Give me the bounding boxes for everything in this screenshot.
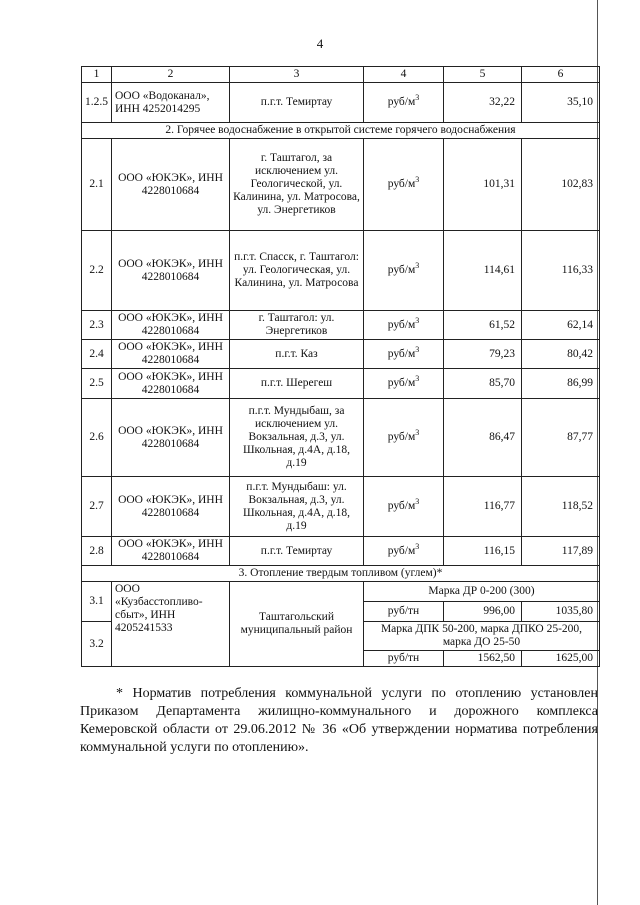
organization: ООО «ЮКЭК», ИНН 4228010684	[112, 369, 230, 399]
unit: руб/тн	[364, 651, 444, 667]
table-row	[82, 139, 600, 231]
unit: руб/$м^3$	[364, 311, 444, 340]
table-header-row	[82, 67, 600, 83]
tariff-value-2: 87,77	[522, 399, 600, 477]
tariff-value-1: 86,47	[444, 399, 522, 477]
unit: руб/$м^3$	[364, 340, 444, 369]
unit: руб/$м^3$	[364, 537, 444, 566]
row-number: 2.8	[82, 537, 112, 566]
page-number: 4	[316, 36, 324, 51]
locality: п.г.т. Каз	[230, 340, 364, 369]
locality: п.г.т. Спасск, г. Таштагол: ул. Геологическая, ул. Калинина, ул. Матросова	[230, 231, 364, 311]
tariff-value-1: 61,52	[444, 311, 522, 340]
row-number: 3.2	[82, 622, 112, 667]
row-number: 2.4	[82, 340, 112, 369]
table-row	[82, 83, 600, 123]
tariff-value-1: 116,77	[444, 477, 522, 537]
unit: руб/$м^3$	[364, 369, 444, 399]
tariff-value-1: 1562,50	[444, 651, 522, 667]
tariff-value-2: 116,33	[522, 231, 600, 311]
locality: п.г.т. Темиртау	[230, 83, 364, 123]
tariff-value-2: 86,99	[522, 369, 600, 399]
table-row	[82, 399, 600, 477]
organization: ООО «Кузбасстопливо-сбыт», ИНН 4205241533	[112, 582, 230, 667]
row-number: 2.7	[82, 477, 112, 537]
footnote: * Норматив потребления коммунальной услуги по отоплению установлен Приказом Департамента жилищно-коммунального и дорожного комплекса Кемеровской области от 29.06.2012 № 36 «Об утверждении норматива потребления коммунальной услуги по отоплению».	[80, 686, 598, 755]
table-row	[82, 311, 600, 340]
row-number: 2.1	[82, 139, 112, 231]
coal-brand: Марка ДПК 50-200, марка ДПКО 25-200, марка ДО 25-50	[364, 622, 600, 651]
section-title: 3. Отопление твердым топливом (углем)*	[82, 566, 600, 582]
table-row	[82, 340, 600, 369]
tariff-value-1: 996,00	[444, 602, 522, 622]
table-row	[82, 582, 600, 602]
organization: ООО «Водоканал», ИНН 4252014295	[112, 83, 230, 123]
section-title: 2. Горячее водоснабжение в открытой системе горячего водоснабжения	[82, 123, 600, 139]
tariff-value-1: 101,31	[444, 139, 522, 231]
organization: ООО «ЮКЭК», ИНН 4228010684	[112, 139, 230, 231]
row-number: 2.6	[82, 399, 112, 477]
tariff-value-1: 116,15	[444, 537, 522, 566]
coal-brand: Марка ДР 0-200 (300)	[364, 582, 600, 602]
unit: руб/$м^3$	[364, 139, 444, 231]
organization: ООО «ЮКЭК», ИНН 4228010684	[112, 340, 230, 369]
unit: руб/$м^3$	[364, 399, 444, 477]
tariff-value-1: 79,23	[444, 340, 522, 369]
locality: г. Таштагол: ул. Энергетиков	[230, 311, 364, 340]
row-number: 1.2.5	[82, 83, 112, 123]
locality: п.г.т. Мундыбаш, за исключением ул. Вокзальная, д.3, ул. Школьная, д.4А, д.18, д.19	[230, 399, 364, 477]
tariff-value-2: 35,10	[522, 83, 600, 123]
tariff-value-2: 1035,80	[522, 602, 600, 622]
row-number: 2.3	[82, 311, 112, 340]
column-header: 2	[112, 67, 230, 83]
table-row	[82, 537, 600, 566]
column-header: 5	[444, 67, 522, 83]
locality: п.г.т. Мундыбаш: ул. Вокзальная, д.3, ул. Школьная, д.4А, д.18, д.19	[230, 477, 364, 537]
locality: п.г.т. Шерегеш	[230, 369, 364, 399]
tariff-value-2: 62,14	[522, 311, 600, 340]
locality: Таштагольский муниципальный район	[230, 582, 364, 667]
tariff-value-2: 118,52	[522, 477, 600, 537]
organization: ООО «ЮКЭК», ИНН 4228010684	[112, 537, 230, 566]
unit: руб/$м^3$	[364, 231, 444, 311]
organization: ООО «ЮКЭК», ИНН 4228010684	[112, 311, 230, 340]
unit: руб/$м^3$	[364, 83, 444, 123]
tariff-value-1: 85,70	[444, 369, 522, 399]
organization: ООО «ЮКЭК», ИНН 4228010684	[112, 477, 230, 537]
tariff-value-2: 1625,00	[522, 651, 600, 667]
unit: руб/тн	[364, 602, 444, 622]
tariff-table	[81, 66, 600, 667]
organization: ООО «ЮКЭК», ИНН 4228010684	[112, 231, 230, 311]
column-header: 6	[522, 67, 600, 83]
table-row	[82, 477, 600, 537]
column-header: 4	[364, 67, 444, 83]
tariff-value-1: 32,22	[444, 83, 522, 123]
organization: ООО «ЮКЭК», ИНН 4228010684	[112, 399, 230, 477]
locality: г. Таштагол, за исключением ул. Геологической, ул. Калинина, ул. Матросова, ул. Энергетиков	[230, 139, 364, 231]
unit: руб/$м^3$	[364, 477, 444, 537]
locality: п.г.т. Темиртау	[230, 537, 364, 566]
table-row	[82, 369, 600, 399]
table-row	[82, 231, 600, 311]
section-header-row	[82, 566, 600, 582]
tariff-value-2: 117,89	[522, 537, 600, 566]
column-header: 3	[230, 67, 364, 83]
column-header: 1	[82, 67, 112, 83]
tariff-value-1: 114,61	[444, 231, 522, 311]
row-number: 3.1	[82, 582, 112, 622]
row-number: 2.5	[82, 369, 112, 399]
section-header-row	[82, 123, 600, 139]
row-number: 2.2	[82, 231, 112, 311]
tariff-value-2: 80,42	[522, 340, 600, 369]
tariff-value-2: 102,83	[522, 139, 600, 231]
